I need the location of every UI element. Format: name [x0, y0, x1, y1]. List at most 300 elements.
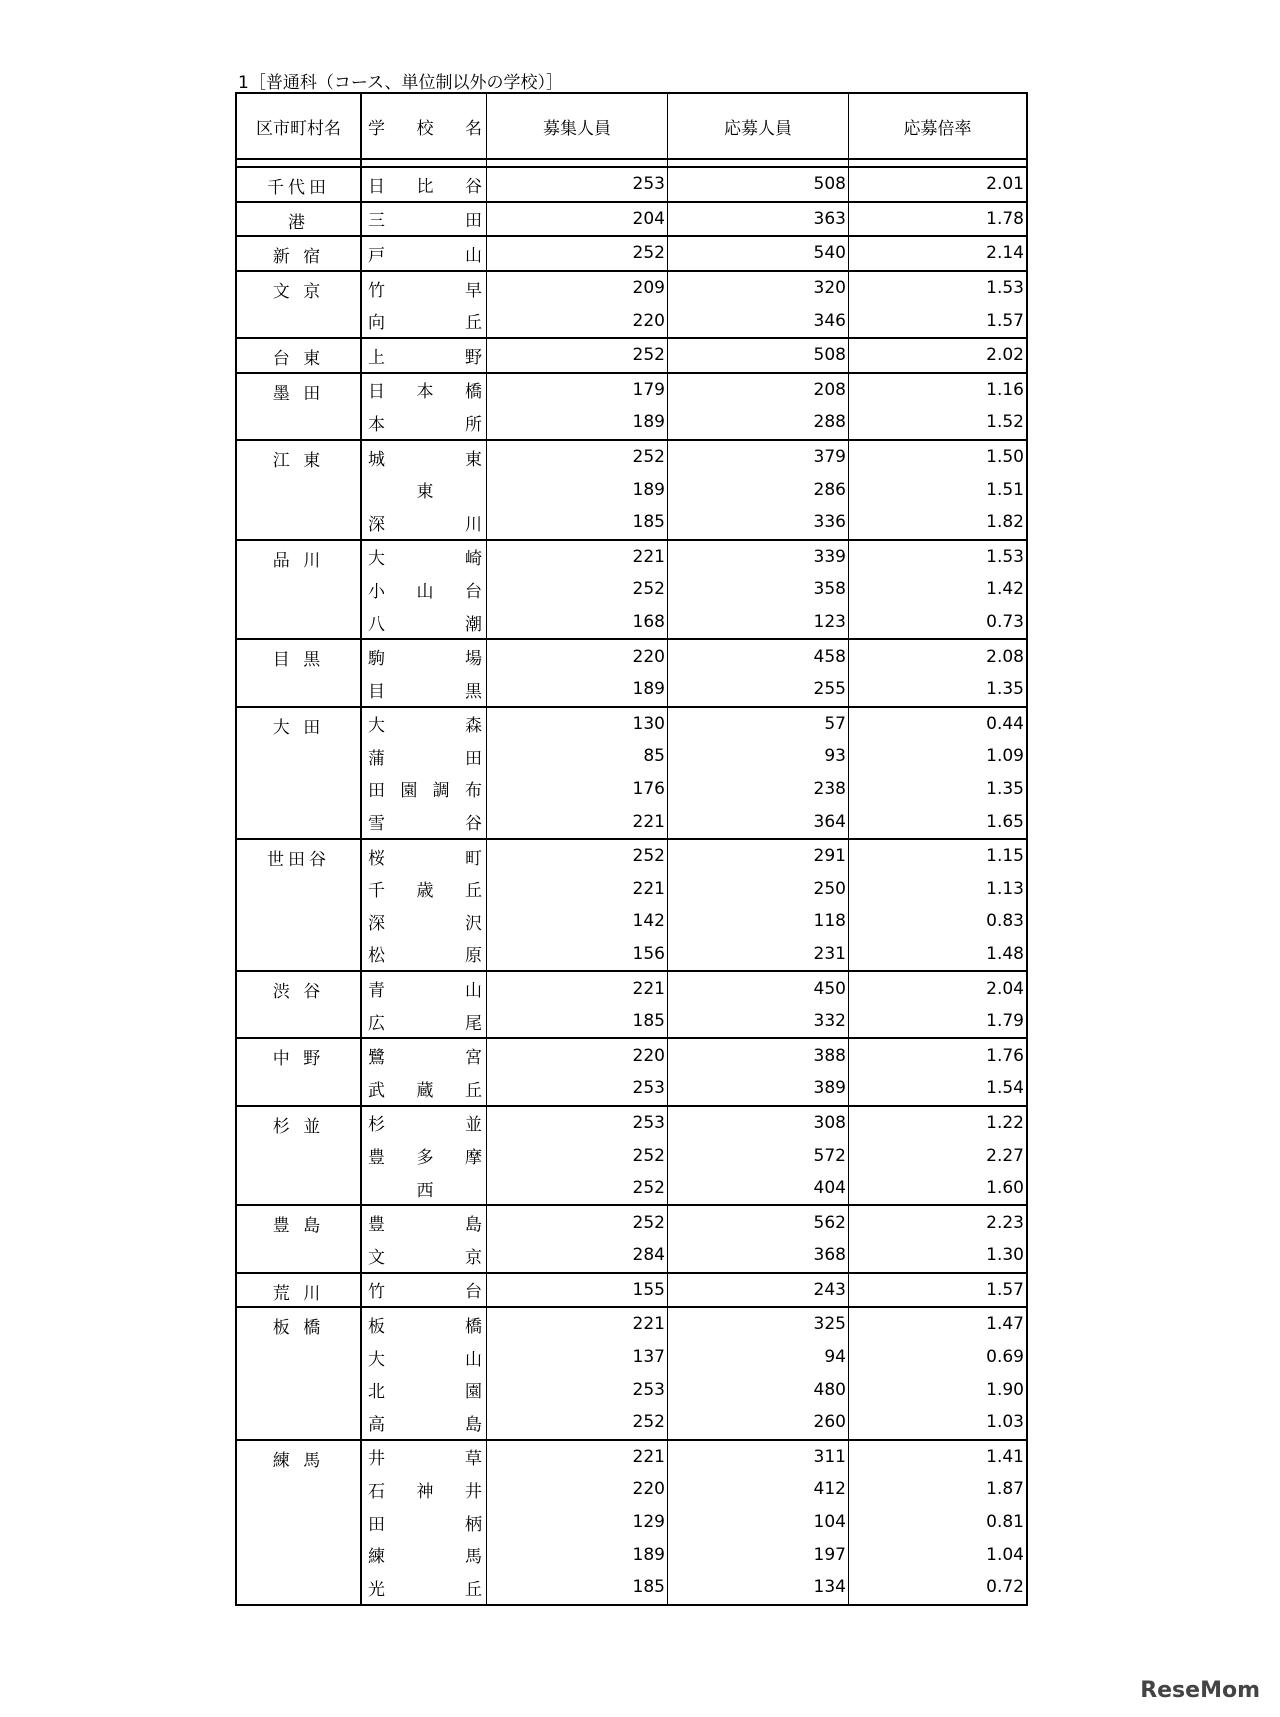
- school-char: 練: [368, 1547, 385, 1568]
- school-char: 大: [368, 549, 385, 570]
- ratio-cell: 0.81: [986, 1512, 1024, 1533]
- ratio-cell: 1.35: [986, 778, 1024, 799]
- school-char: 森: [465, 716, 482, 737]
- ward-group: [237, 1107, 1026, 1207]
- school-char: 広: [368, 1013, 385, 1034]
- ward-cell: 練 馬: [237, 1441, 362, 1474]
- table-row: [237, 374, 1026, 407]
- school-cell: [362, 573, 487, 606]
- ward-cell: 世田谷: [237, 840, 362, 873]
- applicants-cell: 197: [668, 1538, 849, 1571]
- ratio-cell: 2.14: [986, 243, 1024, 264]
- ward-cell: [237, 1506, 362, 1539]
- quota-cell: 137: [487, 1341, 668, 1374]
- school-char: 丘: [465, 1579, 482, 1600]
- applicants-cell: 123: [668, 606, 849, 639]
- school-char: 台: [465, 581, 482, 602]
- school-char: 光: [368, 1579, 385, 1600]
- table-row: [237, 1107, 1026, 1140]
- school-char: 石: [368, 1481, 385, 1502]
- school-cell: [362, 441, 487, 474]
- ward-cell: [237, 905, 362, 938]
- header-ward: 区市町村名: [237, 94, 362, 158]
- ratio-cell: 2.01: [986, 174, 1024, 195]
- school-char: 京: [465, 1247, 482, 1268]
- header-gap: [237, 160, 1026, 168]
- school-cell: [362, 1441, 487, 1474]
- ward-cell: [237, 606, 362, 639]
- ratio-cell: 1.03: [986, 1412, 1024, 1433]
- quota-cell: 220: [487, 1473, 668, 1506]
- table-row: [237, 1373, 1026, 1406]
- table-row: [237, 406, 1026, 439]
- quota-cell: 185: [487, 1005, 668, 1038]
- school-char: 比: [416, 176, 434, 197]
- enrollment-table: [235, 92, 1028, 1606]
- ratio-cell: 1.42: [986, 579, 1024, 600]
- school-cell: [362, 1139, 487, 1172]
- school-cell: [362, 1107, 487, 1140]
- quota-cell: 185: [487, 1571, 668, 1604]
- school-char: 並: [465, 1115, 482, 1136]
- ward-cell: 目 黒: [237, 640, 362, 673]
- school-char: 蒲: [368, 748, 385, 769]
- school-char: 八: [368, 614, 385, 635]
- applicants-cell: 320: [668, 272, 849, 305]
- ward-cell: 荒 川: [237, 1274, 362, 1307]
- ward-group: [237, 541, 1026, 641]
- school-char: 潮: [465, 614, 482, 635]
- table-row: [237, 872, 1026, 905]
- applicants-cell: 93: [668, 740, 849, 773]
- ward-group: [237, 840, 1026, 972]
- ward-cell: 豊 島: [237, 1206, 362, 1239]
- school-char: 小: [368, 581, 385, 602]
- table-row: [237, 573, 1026, 606]
- school-char: 竹: [368, 1282, 385, 1303]
- applicants-cell: 325: [668, 1308, 849, 1341]
- table-row: [237, 773, 1026, 806]
- school-char: 文: [368, 1247, 385, 1268]
- ward-cell: 江 東: [237, 441, 362, 474]
- applicants-cell: 57: [668, 708, 849, 741]
- school-cell: [362, 1571, 487, 1604]
- applicants-cell: 134: [668, 1571, 849, 1604]
- ward-cell: 中 野: [237, 1039, 362, 1072]
- ward-cell: 大 田: [237, 708, 362, 741]
- ward-cell: [237, 1172, 362, 1205]
- school-char: 黒: [465, 681, 482, 702]
- quota-cell: 252: [487, 840, 668, 873]
- school-cell: [362, 673, 487, 706]
- table-row: [237, 441, 1026, 474]
- quota-cell: 189: [487, 1538, 668, 1571]
- table-row: [237, 1341, 1026, 1374]
- ward-cell: [237, 872, 362, 905]
- school-cell: [362, 1506, 487, 1539]
- applicants-cell: 260: [668, 1406, 849, 1439]
- table-row: [237, 1039, 1026, 1072]
- applicants-cell: 404: [668, 1172, 849, 1205]
- ward-cell: 文 京: [237, 272, 362, 305]
- ward-cell: [237, 573, 362, 606]
- applicants-cell: 231: [668, 938, 849, 971]
- applicants-cell: 243: [668, 1274, 849, 1307]
- ratio-cell: 1.35: [986, 679, 1024, 700]
- applicants-cell: 368: [668, 1239, 849, 1272]
- school-cell: [362, 773, 487, 806]
- table-row: [237, 339, 1026, 372]
- school-char: 千: [368, 881, 385, 902]
- applicants-cell: 255: [668, 673, 849, 706]
- ward-cell: 杉 並: [237, 1107, 362, 1140]
- quota-cell: 252: [487, 339, 668, 372]
- school-char: 東: [465, 449, 482, 470]
- school-char: 田: [465, 748, 482, 769]
- table-row: [237, 1239, 1026, 1272]
- table-row: [237, 1538, 1026, 1571]
- ward-group: [237, 168, 1026, 203]
- quota-cell: 189: [487, 473, 668, 506]
- school-cell: [362, 1373, 487, 1406]
- table-row: [237, 640, 1026, 673]
- ratio-cell: 1.50: [986, 447, 1024, 468]
- school-cell: [362, 1005, 487, 1038]
- ward-group: [237, 1206, 1026, 1273]
- ratio-cell: 0.83: [986, 911, 1024, 932]
- ward-group: [237, 441, 1026, 541]
- school-char: 竹: [368, 280, 385, 301]
- applicants-cell: 250: [668, 872, 849, 905]
- quota-cell: 252: [487, 237, 668, 270]
- applicants-cell: 562: [668, 1206, 849, 1239]
- school-char: 日: [368, 382, 385, 403]
- ward-cell: [237, 1341, 362, 1374]
- applicants-cell: 358: [668, 573, 849, 606]
- school-char: 丘: [465, 1080, 482, 1101]
- ratio-cell: 1.48: [986, 943, 1024, 964]
- quota-cell: 130: [487, 708, 668, 741]
- school-char: 柄: [465, 1514, 482, 1535]
- applicants-cell: 364: [668, 805, 849, 838]
- quota-cell: 185: [487, 506, 668, 539]
- school-cell: [362, 541, 487, 574]
- table-row: [237, 1571, 1026, 1604]
- school-cell: [362, 168, 487, 201]
- school-cell: [362, 938, 487, 971]
- applicants-cell: 238: [668, 773, 849, 806]
- school-char: 橋: [465, 1316, 482, 1337]
- school-char: 青: [368, 981, 385, 1002]
- table-row: [237, 1274, 1026, 1307]
- school-cell: [362, 272, 487, 305]
- table-row: [237, 1172, 1026, 1205]
- school-char: 板: [368, 1316, 385, 1337]
- ward-cell: [237, 805, 362, 838]
- ward-group: [237, 1441, 1026, 1604]
- ratio-cell: 2.23: [986, 1212, 1024, 1233]
- ward-cell: 渋 谷: [237, 972, 362, 1005]
- ward-cell: 品 川: [237, 541, 362, 574]
- quota-cell: 252: [487, 441, 668, 474]
- applicants-cell: 311: [668, 1441, 849, 1474]
- applicants-cell: 363: [668, 203, 849, 236]
- ratio-cell: 1.78: [986, 208, 1024, 229]
- quota-cell: 176: [487, 773, 668, 806]
- quota-cell: 221: [487, 1441, 668, 1474]
- ratio-cell: 2.02: [986, 345, 1024, 366]
- school-cell: [362, 905, 487, 938]
- quota-cell: 253: [487, 1107, 668, 1140]
- ratio-cell: 1.51: [986, 479, 1024, 500]
- table-row: [237, 473, 1026, 506]
- quota-cell: 168: [487, 606, 668, 639]
- school-char: 向: [368, 313, 385, 334]
- ratio-cell: 0.44: [986, 713, 1024, 734]
- ward-cell: [237, 1239, 362, 1272]
- school-char: 本: [416, 382, 434, 403]
- quota-cell: 220: [487, 640, 668, 673]
- school-char: 深: [368, 514, 385, 535]
- quota-cell: 189: [487, 406, 668, 439]
- table-header: [237, 94, 1026, 160]
- quota-cell: 179: [487, 374, 668, 407]
- school-cell: [362, 1274, 487, 1307]
- ward-cell: [237, 1139, 362, 1172]
- school-char: 桜: [368, 848, 385, 869]
- school-cell: [362, 203, 487, 236]
- school-cell: [362, 473, 487, 506]
- school-char: 大: [368, 716, 385, 737]
- ward-cell: 墨 田: [237, 374, 362, 407]
- ward-cell: [237, 1473, 362, 1506]
- table-row: [237, 506, 1026, 539]
- ward-group: [237, 972, 1026, 1039]
- ward-group: [237, 1274, 1026, 1309]
- ward-group: [237, 272, 1026, 339]
- school-char: 草: [465, 1449, 482, 1470]
- ratio-cell: 1.60: [986, 1178, 1024, 1199]
- ratio-cell: 1.04: [986, 1544, 1024, 1565]
- school-char: 城: [368, 449, 385, 470]
- applicants-cell: 286: [668, 473, 849, 506]
- table-body: [237, 168, 1026, 1604]
- quota-cell: 155: [487, 1274, 668, 1307]
- ratio-cell: 1.82: [986, 512, 1024, 533]
- school-char: 山: [465, 981, 482, 1002]
- ward-cell: [237, 304, 362, 337]
- school-cell: [362, 237, 487, 270]
- quota-cell: 189: [487, 673, 668, 706]
- table-row: [237, 1005, 1026, 1038]
- school-cell: [362, 1039, 487, 1072]
- ward-cell: [237, 1406, 362, 1439]
- header-school: 学 校 名: [362, 94, 487, 158]
- school-char: 神: [416, 1481, 434, 1502]
- header-quota: 募集人員: [487, 94, 668, 158]
- school-cell: [362, 1473, 487, 1506]
- table-row: [237, 203, 1026, 236]
- school-cell: [362, 406, 487, 439]
- table-row: [237, 673, 1026, 706]
- ratio-cell: 1.79: [986, 1011, 1024, 1032]
- school-cell: [362, 1239, 487, 1272]
- ratio-cell: 1.47: [986, 1314, 1024, 1335]
- quota-cell: 253: [487, 168, 668, 201]
- school-char: 上: [368, 347, 385, 368]
- ratio-cell: 1.57: [986, 1279, 1024, 1300]
- school-char: 丘: [465, 313, 482, 334]
- school-char: 杉: [368, 1115, 385, 1136]
- quota-cell: 204: [487, 203, 668, 236]
- school-char: 武: [368, 1080, 385, 1101]
- ratio-cell: 1.54: [986, 1078, 1024, 1099]
- school-cell: [362, 1406, 487, 1439]
- table-row: [237, 1206, 1026, 1239]
- ward-group: [237, 1308, 1026, 1440]
- school-cell: [362, 374, 487, 407]
- school-char: 深: [368, 913, 385, 934]
- school-cell: [362, 339, 487, 372]
- ratio-cell: 2.08: [986, 646, 1024, 667]
- quota-cell: 220: [487, 1039, 668, 1072]
- school-char: 園: [400, 781, 418, 802]
- table-row: [237, 1506, 1026, 1539]
- school-char: 豊: [368, 1215, 385, 1236]
- applicants-cell: 508: [668, 168, 849, 201]
- school-char: 田: [465, 211, 482, 232]
- school-char: 早: [465, 280, 482, 301]
- quota-cell: 284: [487, 1239, 668, 1272]
- ratio-cell: 1.53: [986, 278, 1024, 299]
- applicants-cell: 118: [668, 905, 849, 938]
- table-row: [237, 905, 1026, 938]
- ward-cell: 港: [237, 203, 362, 236]
- school-char: 西: [416, 1180, 434, 1201]
- ward-cell: [237, 773, 362, 806]
- table-row: [237, 606, 1026, 639]
- quota-cell: 221: [487, 872, 668, 905]
- ward-group: [237, 237, 1026, 272]
- applicants-cell: 104: [668, 1506, 849, 1539]
- ratio-cell: 1.90: [986, 1379, 1024, 1400]
- ward-cell: [237, 473, 362, 506]
- header-ratio: 応募倍率: [903, 118, 972, 139]
- applicants-cell: 346: [668, 304, 849, 337]
- table-row: [237, 1308, 1026, 1341]
- ward-cell: 板 橋: [237, 1308, 362, 1341]
- ratio-cell: 1.53: [986, 546, 1024, 567]
- school-char: 目: [368, 681, 385, 702]
- school-char: 調: [432, 781, 450, 802]
- ratio-cell: 0.69: [986, 1347, 1024, 1368]
- school-char: 橋: [465, 382, 482, 403]
- applicants-cell: 379: [668, 441, 849, 474]
- applicants-cell: 336: [668, 506, 849, 539]
- table-row: [237, 237, 1026, 270]
- quota-cell: 252: [487, 573, 668, 606]
- ratio-cell: 2.04: [986, 978, 1024, 999]
- applicants-cell: 480: [668, 1373, 849, 1406]
- quota-cell: 253: [487, 1373, 668, 1406]
- ward-cell: 新 宿: [237, 237, 362, 270]
- quota-cell: 156: [487, 938, 668, 971]
- school-char: 園: [465, 1382, 482, 1403]
- ratio-cell: 1.41: [986, 1446, 1024, 1467]
- school-char: 山: [465, 245, 482, 266]
- quota-cell: 252: [487, 1172, 668, 1205]
- applicants-cell: 389: [668, 1072, 849, 1105]
- school-cell: [362, 708, 487, 741]
- school-char: 谷: [465, 814, 482, 835]
- school-char: 雪: [368, 814, 385, 835]
- ward-group: [237, 203, 1026, 238]
- applicants-cell: 291: [668, 840, 849, 873]
- table-row: [237, 272, 1026, 305]
- school-cell: [362, 872, 487, 905]
- ward-cell: [237, 1571, 362, 1604]
- applicants-cell: 288: [668, 406, 849, 439]
- school-char: 三: [368, 211, 385, 232]
- school-char: 多: [416, 1148, 434, 1169]
- school-char: 井: [465, 1481, 482, 1502]
- school-cell: [362, 640, 487, 673]
- applicants-cell: 508: [668, 339, 849, 372]
- table-row: [237, 938, 1026, 971]
- school-char: 大: [368, 1349, 385, 1370]
- quota-cell: 142: [487, 905, 668, 938]
- applicants-cell: 339: [668, 541, 849, 574]
- school-cell: [362, 1538, 487, 1571]
- school-cell: [362, 304, 487, 337]
- table-row: [237, 1441, 1026, 1474]
- school-char: 尾: [465, 1013, 482, 1034]
- ward-group: [237, 1039, 1026, 1106]
- table-row: [237, 1473, 1026, 1506]
- school-char: 日: [368, 176, 385, 197]
- school-char: 島: [465, 1414, 482, 1435]
- school-char: 谷: [465, 176, 482, 197]
- school-char: 北: [368, 1382, 385, 1403]
- ward-cell: [237, 1005, 362, 1038]
- school-cell: [362, 1206, 487, 1239]
- ratio-cell: 1.76: [986, 1045, 1024, 1066]
- school-cell: [362, 606, 487, 639]
- school-cell: [362, 1308, 487, 1341]
- applicants-cell: 332: [668, 1005, 849, 1038]
- school-char: 台: [465, 1282, 482, 1303]
- school-char: 馬: [465, 1547, 482, 1568]
- quota-cell: 221: [487, 972, 668, 1005]
- table-row: [237, 805, 1026, 838]
- table-row: [237, 972, 1026, 1005]
- table-row: [237, 1406, 1026, 1439]
- ratio-cell: 0.73: [986, 612, 1024, 633]
- applicants-cell: 572: [668, 1139, 849, 1172]
- school-char: 高: [368, 1414, 385, 1435]
- ward-cell: [237, 938, 362, 971]
- quota-cell: 85: [487, 740, 668, 773]
- ward-group: [237, 374, 1026, 441]
- school-char: 松: [368, 946, 385, 967]
- applicants-cell: 458: [668, 640, 849, 673]
- ward-group: [237, 640, 1026, 707]
- quota-cell: 221: [487, 805, 668, 838]
- table-row: [237, 541, 1026, 574]
- ratio-cell: 1.09: [986, 746, 1024, 767]
- school-cell: [362, 1172, 487, 1205]
- ratio-cell: 1.13: [986, 878, 1024, 899]
